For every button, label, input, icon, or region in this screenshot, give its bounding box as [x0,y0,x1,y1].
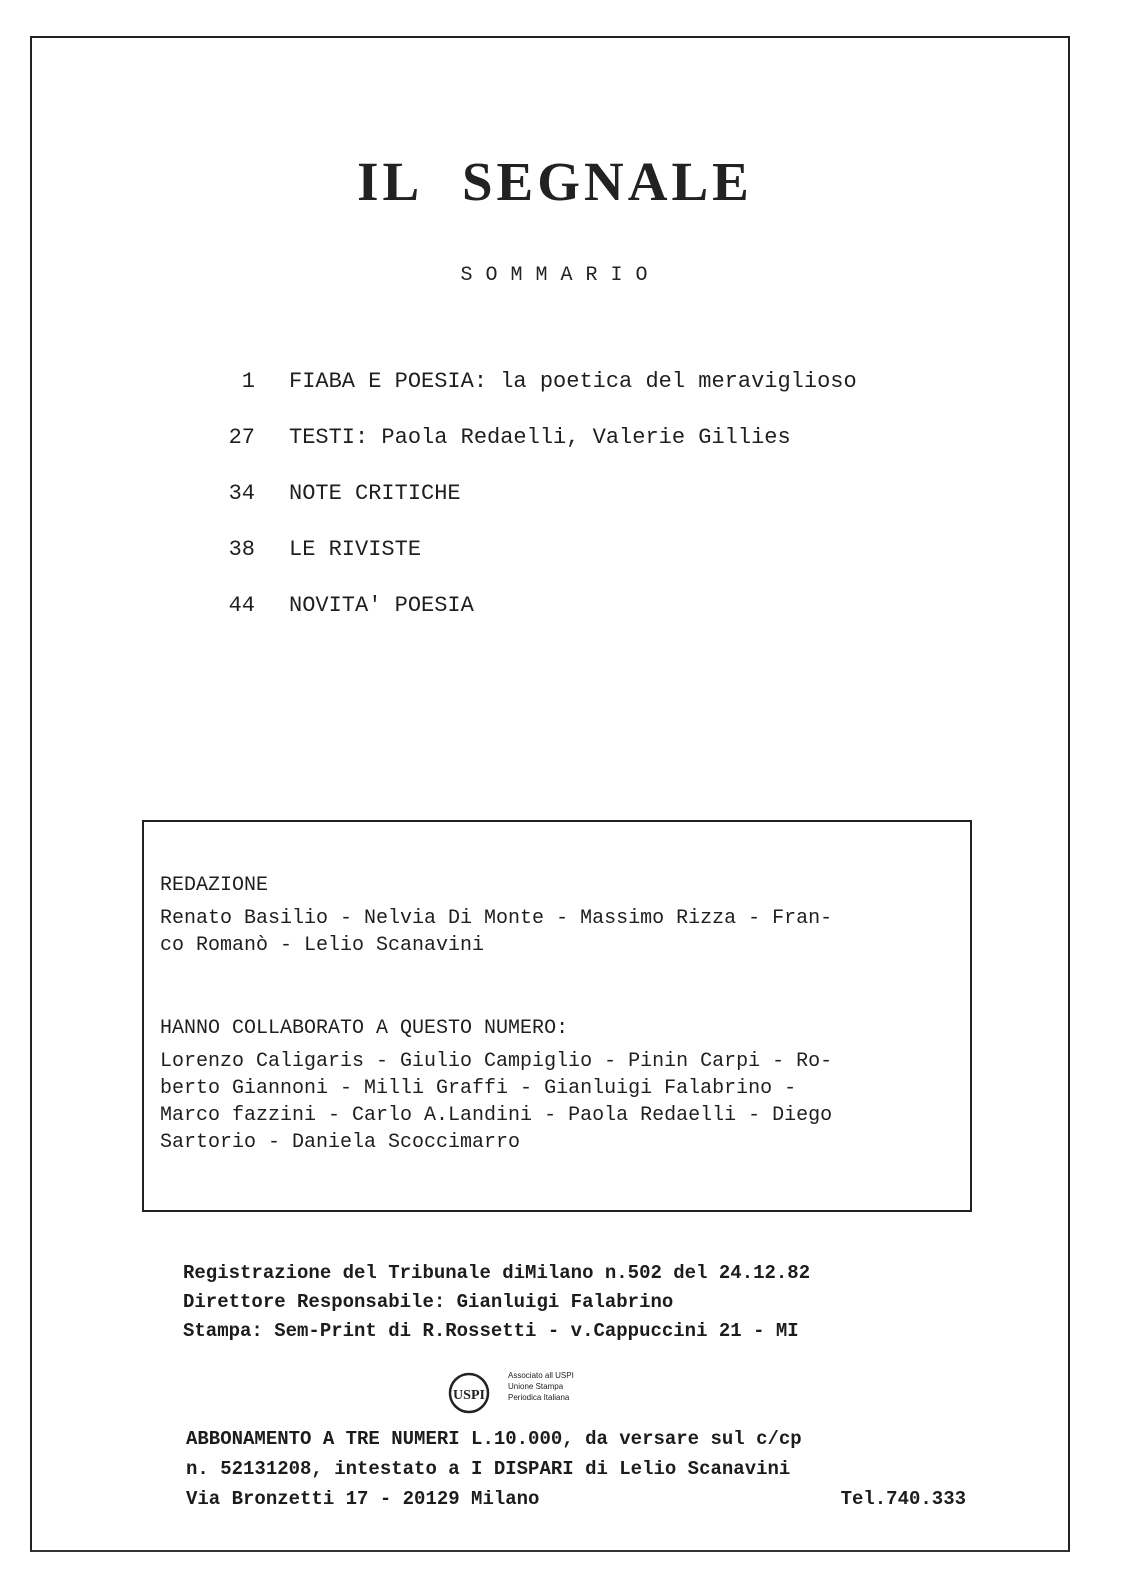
toc-item [205,366,965,422]
toc-page-number: 38 [228,537,255,562]
subscription-info [186,1424,966,1514]
address-text: Via Bronzetti 17 - 20129 Milano [186,1488,540,1510]
director-line: Direttore Responsabile: Gianluigi Falabrino [183,1291,674,1313]
table-of-contents [205,366,965,646]
address-line [186,1484,966,1514]
toc-title: FIABA E POESIA: la poetica del meraviglioso [289,369,857,394]
toc-title: LE RIVISTE [289,537,422,562]
redazione-heading: REDAZIONE [160,874,269,897]
redazione-members [160,905,954,959]
registration-line: Registrazione del Tribunale diMilano n.502 del 24.12.82 [183,1262,811,1284]
toc-page-number: 27 [228,425,255,450]
uspi-seal-icon [448,1372,490,1414]
subscription-line: n. 52131208, intestato a I DISPARI di Lelio Scanavini [186,1458,791,1480]
editorial-box [142,820,972,1212]
subscription-line: ABBONAMENTO A TRE NUMERI L.10.000, da versare sul c/cp [186,1428,802,1450]
toc-title: NOVITA' POESIA [289,593,474,618]
svg-text:USPI: USPI [453,1388,485,1403]
toc-item [205,590,965,646]
toc-page-number: 34 [228,481,255,506]
uspi-caption: Associato all USPI Unione Stampa Periodica Italiana [508,1371,574,1402]
phone-number: Tel.740.333 [840,1488,966,1510]
printer-line: Stampa: Sem-Print di R.Rossetti - v.Cappuccini 21 - MI [183,1320,799,1342]
toc-title: TESTI: Paola Redaelli, Valerie Gillies [289,425,791,450]
toc-page-number: 1 [241,369,255,394]
toc-page-number: 44 [228,593,255,618]
collaborators-line: Lorenzo Caligaris - Giulio Campiglio - Pinin Carpi - Ro- [160,1050,833,1073]
collaborators-heading: HANNO COLLABORATO A QUESTO NUMERO: [160,1017,569,1040]
toc-item [205,422,965,478]
collaborators-line: Marco fazzini - Carlo A.Landini - Paola Redaelli - Diego [160,1104,833,1127]
collaborators-line: berto Giannoni - Milli Graffi - Gianluigi Falabrino - [160,1077,797,1100]
uspi-logo [448,1368,648,1414]
redazione-line: co Romanò - Lelio Scanavini [160,934,485,957]
toc-item [205,478,965,534]
toc-title: NOTE CRITICHE [289,481,461,506]
collaborators-list [160,1048,954,1156]
toc-item [205,534,965,590]
legal-info [183,1259,963,1346]
collaborators-line: Sartorio - Daniela Scoccimarro [160,1131,521,1154]
redazione-line: Renato Basilio - Nelvia Di Monte - Massimo Rizza - Fran- [160,907,833,930]
summary-heading: SOMMARIO [460,264,661,287]
magazine-title: IL SEGNALE [357,151,753,212]
